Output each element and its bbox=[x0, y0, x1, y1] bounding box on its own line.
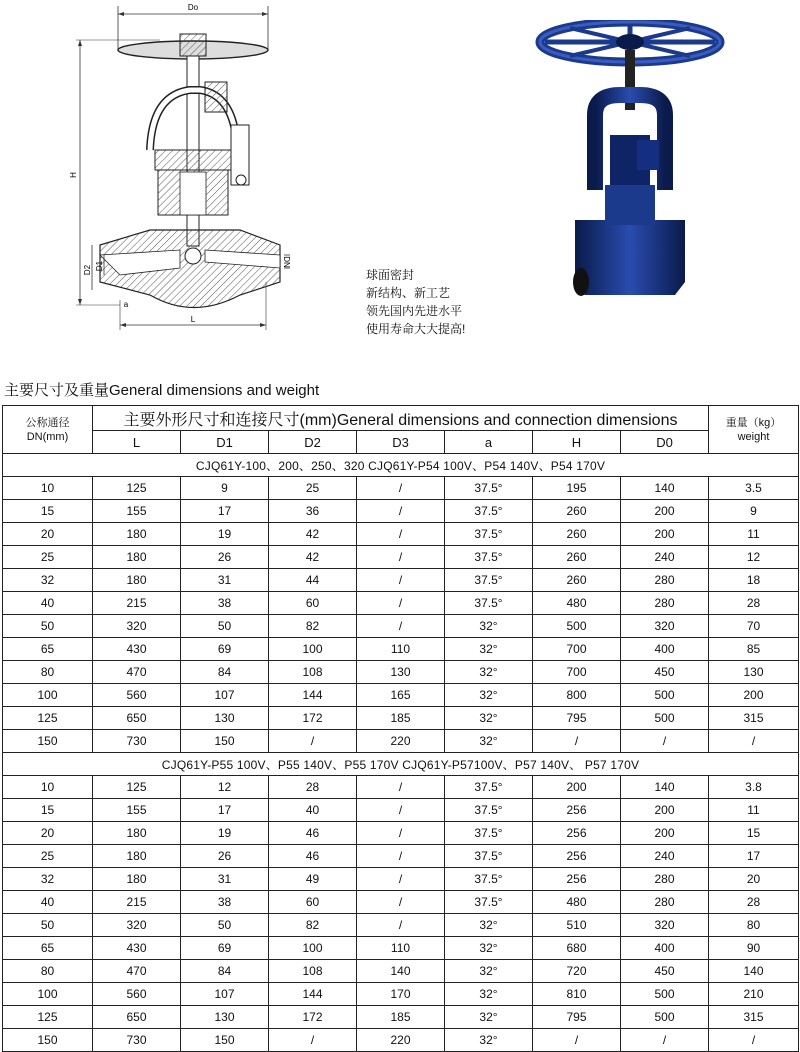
table-cell: 10 bbox=[3, 477, 93, 500]
table-cell: 320 bbox=[93, 615, 181, 638]
table-cell: 46 bbox=[269, 845, 357, 868]
table-cell: 240 bbox=[621, 845, 709, 868]
table-cell: 240 bbox=[621, 546, 709, 569]
table-cell: 430 bbox=[93, 638, 181, 661]
table-cell: 32° bbox=[445, 707, 533, 730]
table-cell: 215 bbox=[93, 592, 181, 615]
table-cell: 65 bbox=[3, 638, 93, 661]
table-cell: 140 bbox=[709, 960, 799, 983]
table-cell: 180 bbox=[93, 845, 181, 868]
table-cell: 37.5° bbox=[445, 868, 533, 891]
table-cell: / bbox=[357, 822, 445, 845]
table-cell: 37.5° bbox=[445, 477, 533, 500]
table-cell: 680 bbox=[533, 937, 621, 960]
table-cell: 32° bbox=[445, 730, 533, 753]
table-cell: 25 bbox=[269, 477, 357, 500]
table-cell: 32° bbox=[445, 638, 533, 661]
table-cell: 200 bbox=[533, 776, 621, 799]
table-cell: 17 bbox=[181, 500, 269, 523]
table-cell: 3.5 bbox=[709, 477, 799, 500]
table-cell: 510 bbox=[533, 914, 621, 937]
table-row bbox=[3, 569, 799, 592]
table-cell: 37.5° bbox=[445, 500, 533, 523]
table-cell: 700 bbox=[533, 638, 621, 661]
table-cell: 50 bbox=[181, 615, 269, 638]
table-cell: 50 bbox=[3, 914, 93, 937]
table-cell: 450 bbox=[621, 661, 709, 684]
table-cell: 130 bbox=[181, 707, 269, 730]
table-cell: 65 bbox=[3, 937, 93, 960]
table-cell: 400 bbox=[621, 937, 709, 960]
table-cell: 85 bbox=[709, 638, 799, 661]
table-cell: 19 bbox=[181, 822, 269, 845]
table-cell: 37.5° bbox=[445, 546, 533, 569]
table-cell: 480 bbox=[533, 891, 621, 914]
group-title-row bbox=[3, 753, 799, 776]
table-cell: 700 bbox=[533, 661, 621, 684]
table-cell: 15 bbox=[3, 799, 93, 822]
table-cell: 155 bbox=[93, 500, 181, 523]
table-cell: 11 bbox=[709, 799, 799, 822]
table-cell: 170 bbox=[357, 983, 445, 1006]
table-cell: 15 bbox=[3, 500, 93, 523]
table-cell: 110 bbox=[357, 638, 445, 661]
table-cell: 12 bbox=[181, 776, 269, 799]
table-cell: 44 bbox=[269, 569, 357, 592]
table-row bbox=[3, 500, 799, 523]
table-cell: 500 bbox=[621, 983, 709, 1006]
table-cell: 9 bbox=[181, 477, 269, 500]
table-cell: 810 bbox=[533, 983, 621, 1006]
table-cell: 46 bbox=[269, 822, 357, 845]
table-cell: 32° bbox=[445, 684, 533, 707]
table-cell: 42 bbox=[269, 546, 357, 569]
table-row bbox=[3, 868, 799, 891]
table-cell: 215 bbox=[93, 891, 181, 914]
table-cell: 315 bbox=[709, 707, 799, 730]
col-header: D3 bbox=[357, 431, 445, 454]
col-header: a bbox=[445, 431, 533, 454]
group-title: CJQ61Y-100、200、250、320 CJQ61Y-P54 100V、P54 140V、P54 170V bbox=[3, 454, 799, 477]
table-cell: 37.5° bbox=[445, 569, 533, 592]
table-cell: 195 bbox=[533, 477, 621, 500]
table-row bbox=[3, 776, 799, 799]
table-cell: 256 bbox=[533, 799, 621, 822]
table-cell: 32° bbox=[445, 914, 533, 937]
table-cell: 260 bbox=[533, 523, 621, 546]
table-cell: 795 bbox=[533, 707, 621, 730]
table-cell: 90 bbox=[709, 937, 799, 960]
table-cell: 80 bbox=[709, 914, 799, 937]
table-cell: 185 bbox=[357, 1006, 445, 1029]
table-cell: 32° bbox=[445, 661, 533, 684]
table-cell: 37.5° bbox=[445, 523, 533, 546]
table-row bbox=[3, 661, 799, 684]
valve-photo bbox=[525, 20, 735, 310]
table-cell: / bbox=[709, 1029, 799, 1052]
table-cell: 110 bbox=[357, 937, 445, 960]
feature-item: 新结构、新工艺 bbox=[366, 286, 451, 300]
col-header: H bbox=[533, 431, 621, 454]
d2-label: D2 bbox=[83, 264, 92, 276]
table-row bbox=[3, 822, 799, 845]
table-cell: 37.5° bbox=[445, 891, 533, 914]
table-cell: 650 bbox=[93, 707, 181, 730]
table-cell: 280 bbox=[621, 891, 709, 914]
table-cell: 20 bbox=[3, 822, 93, 845]
table-cell: 80 bbox=[3, 661, 93, 684]
table-row bbox=[3, 546, 799, 569]
table-cell: 80 bbox=[3, 960, 93, 983]
col-header: D2 bbox=[269, 431, 357, 454]
table-cell: 3.8 bbox=[709, 776, 799, 799]
col-header: D0 bbox=[621, 431, 709, 454]
table-cell: 650 bbox=[93, 1006, 181, 1029]
table-cell: 32° bbox=[445, 983, 533, 1006]
table-cell: 28 bbox=[709, 592, 799, 615]
group-title-row bbox=[3, 454, 799, 477]
table-cell: 10 bbox=[3, 776, 93, 799]
table-cell: 32 bbox=[3, 569, 93, 592]
table-cell: 25 bbox=[3, 546, 93, 569]
table-cell: 320 bbox=[621, 914, 709, 937]
table-row bbox=[3, 891, 799, 914]
table-cell: 125 bbox=[3, 707, 93, 730]
table-cell: 31 bbox=[181, 569, 269, 592]
table-cell: 100 bbox=[269, 937, 357, 960]
table-cell: 730 bbox=[93, 1029, 181, 1052]
table-cell: 49 bbox=[269, 868, 357, 891]
table-cell: / bbox=[533, 1029, 621, 1052]
table-cell: 37.5° bbox=[445, 845, 533, 868]
table-row bbox=[3, 960, 799, 983]
table-row bbox=[3, 638, 799, 661]
table-cell: 107 bbox=[181, 983, 269, 1006]
table-cell: 32° bbox=[445, 615, 533, 638]
table-cell: / bbox=[357, 569, 445, 592]
table-cell: 180 bbox=[93, 868, 181, 891]
table-cell: 42 bbox=[269, 523, 357, 546]
table-cell: 140 bbox=[621, 776, 709, 799]
table-cell: 180 bbox=[93, 822, 181, 845]
table-cell: 69 bbox=[181, 638, 269, 661]
table-cell: 256 bbox=[533, 845, 621, 868]
table-cell: / bbox=[621, 1029, 709, 1052]
table-cell: 260 bbox=[533, 546, 621, 569]
table-cell: 150 bbox=[3, 730, 93, 753]
table-cell: 144 bbox=[269, 684, 357, 707]
table-cell: 256 bbox=[533, 868, 621, 891]
table-cell: 165 bbox=[357, 684, 445, 707]
table-cell: 32° bbox=[445, 960, 533, 983]
table-cell: 172 bbox=[269, 707, 357, 730]
table-cell: 12 bbox=[709, 546, 799, 569]
table-cell: 108 bbox=[269, 661, 357, 684]
dn-header: 公称通径 DN(mm) bbox=[3, 406, 93, 454]
table-cell: 9 bbox=[709, 500, 799, 523]
h-label: H bbox=[69, 172, 78, 178]
table-cell: 200 bbox=[621, 799, 709, 822]
table-cell: 60 bbox=[269, 592, 357, 615]
table-cell: 38 bbox=[181, 891, 269, 914]
table-cell: 100 bbox=[3, 983, 93, 1006]
table-cell: 320 bbox=[93, 914, 181, 937]
table-cell: 18 bbox=[709, 569, 799, 592]
table-cell: 280 bbox=[621, 868, 709, 891]
table-cell: 500 bbox=[621, 707, 709, 730]
table-cell: 40 bbox=[3, 891, 93, 914]
table-row bbox=[3, 937, 799, 960]
table-cell: 430 bbox=[93, 937, 181, 960]
table-cell: 38 bbox=[181, 592, 269, 615]
do-label: Do bbox=[187, 3, 199, 12]
table-cell: 130 bbox=[709, 661, 799, 684]
table-cell: 26 bbox=[181, 845, 269, 868]
table-cell: / bbox=[357, 868, 445, 891]
table-cell: 220 bbox=[357, 1029, 445, 1052]
table-cell: 32° bbox=[445, 937, 533, 960]
table-cell: 100 bbox=[3, 684, 93, 707]
table-cell: 82 bbox=[269, 914, 357, 937]
table-cell: 315 bbox=[709, 1006, 799, 1029]
col-header: L bbox=[93, 431, 181, 454]
table-cell: 28 bbox=[709, 891, 799, 914]
table-cell: / bbox=[533, 730, 621, 753]
table-cell: / bbox=[357, 546, 445, 569]
table-cell: / bbox=[357, 914, 445, 937]
table-cell: 150 bbox=[181, 730, 269, 753]
table-cell: 84 bbox=[181, 960, 269, 983]
table-cell: 140 bbox=[621, 477, 709, 500]
table-cell: 11 bbox=[709, 523, 799, 546]
table-row bbox=[3, 1029, 799, 1052]
table-row bbox=[3, 615, 799, 638]
table-row bbox=[3, 914, 799, 937]
table-cell: 200 bbox=[621, 822, 709, 845]
table-cell: / bbox=[357, 523, 445, 546]
table-cell: 25 bbox=[3, 845, 93, 868]
table-cell: 500 bbox=[621, 684, 709, 707]
table-cell: 125 bbox=[93, 477, 181, 500]
section-heading: 主要尺寸及重量General dimensions and weight bbox=[4, 382, 320, 399]
table-cell: 280 bbox=[621, 592, 709, 615]
table-cell: 795 bbox=[533, 1006, 621, 1029]
table-cell: / bbox=[357, 799, 445, 822]
table-cell: 280 bbox=[621, 569, 709, 592]
table-cell: 125 bbox=[93, 776, 181, 799]
table-cell: 155 bbox=[93, 799, 181, 822]
feature-list bbox=[366, 266, 465, 338]
table-cell: 17 bbox=[181, 799, 269, 822]
table-cell: 144 bbox=[269, 983, 357, 1006]
table-cell: 31 bbox=[181, 868, 269, 891]
table-row bbox=[3, 523, 799, 546]
table-cell: 560 bbox=[93, 684, 181, 707]
table-row bbox=[3, 1006, 799, 1029]
table-cell: 180 bbox=[93, 546, 181, 569]
table-cell: 200 bbox=[621, 500, 709, 523]
table-cell: 28 bbox=[269, 776, 357, 799]
table-cell: 320 bbox=[621, 615, 709, 638]
table-cell: 480 bbox=[533, 592, 621, 615]
table-cell: 20 bbox=[709, 868, 799, 891]
dims-header: 主要外形尺寸和连接尺寸(mm)General dimensions and connection dimensions bbox=[93, 406, 709, 431]
table-row bbox=[3, 799, 799, 822]
table-cell: 260 bbox=[533, 500, 621, 523]
table-cell: 256 bbox=[533, 822, 621, 845]
table-body bbox=[3, 454, 799, 1052]
group-title: CJQ61Y-P55 100V、P55 140V、P55 170V CJQ61Y-P57100V、P57 140V、 P57 170V bbox=[3, 753, 799, 776]
table-cell: 260 bbox=[533, 569, 621, 592]
table-cell: / bbox=[357, 500, 445, 523]
valve-technical-drawing bbox=[40, 0, 330, 340]
table-cell: / bbox=[269, 1029, 357, 1052]
table-cell: 800 bbox=[533, 684, 621, 707]
table-cell: 32 bbox=[3, 868, 93, 891]
table-cell: 50 bbox=[3, 615, 93, 638]
table-cell: 20 bbox=[3, 523, 93, 546]
table-cell: 60 bbox=[269, 891, 357, 914]
table-cell: / bbox=[357, 477, 445, 500]
table-row bbox=[3, 730, 799, 753]
table-cell: 82 bbox=[269, 615, 357, 638]
table-row bbox=[3, 707, 799, 730]
table-row bbox=[3, 983, 799, 1006]
l-label: L bbox=[190, 315, 196, 324]
table-cell: 130 bbox=[357, 661, 445, 684]
table-cell: 450 bbox=[621, 960, 709, 983]
feature-item: 领先国内先进水平 bbox=[366, 304, 463, 318]
table-cell: 26 bbox=[181, 546, 269, 569]
table-cell: / bbox=[357, 845, 445, 868]
table-cell: 32° bbox=[445, 1006, 533, 1029]
table-cell: 15 bbox=[709, 822, 799, 845]
table-cell: 185 bbox=[357, 707, 445, 730]
table-cell: 100 bbox=[269, 638, 357, 661]
table-cell: 470 bbox=[93, 960, 181, 983]
table-row bbox=[3, 477, 799, 500]
table-row bbox=[3, 684, 799, 707]
table-cell: 470 bbox=[93, 661, 181, 684]
a-label: a bbox=[123, 300, 129, 309]
table-cell: 500 bbox=[621, 1006, 709, 1029]
table-cell: 180 bbox=[93, 569, 181, 592]
d1-label: D1 bbox=[95, 260, 104, 272]
table-cell: 37.5° bbox=[445, 776, 533, 799]
table-cell: 107 bbox=[181, 684, 269, 707]
table-cell: / bbox=[357, 615, 445, 638]
table-cell: / bbox=[357, 891, 445, 914]
table-cell: 560 bbox=[93, 983, 181, 1006]
table-cell: 400 bbox=[621, 638, 709, 661]
table-cell: 19 bbox=[181, 523, 269, 546]
table-cell: 200 bbox=[621, 523, 709, 546]
table-cell: 730 bbox=[93, 730, 181, 753]
col-header: D1 bbox=[181, 431, 269, 454]
table-cell: 37.5° bbox=[445, 822, 533, 845]
table-cell: 130 bbox=[181, 1006, 269, 1029]
table-cell: 150 bbox=[3, 1029, 93, 1052]
table-row bbox=[3, 592, 799, 615]
weight-header: 重量（kg） weight bbox=[709, 406, 799, 454]
table-cell: 69 bbox=[181, 937, 269, 960]
table-cell: 37.5° bbox=[445, 592, 533, 615]
table-cell: 40 bbox=[3, 592, 93, 615]
table-cell: 40 bbox=[269, 799, 357, 822]
feature-item: 使用寿命大大提高! bbox=[366, 322, 466, 336]
table-cell: 32° bbox=[445, 1029, 533, 1052]
table-cell: 500 bbox=[533, 615, 621, 638]
table-cell: / bbox=[709, 730, 799, 753]
dimensions-table bbox=[2, 405, 799, 1052]
table-cell: 84 bbox=[181, 661, 269, 684]
table-cell: / bbox=[621, 730, 709, 753]
feature-item: 球面密封 bbox=[366, 268, 415, 282]
table-cell: 150 bbox=[181, 1029, 269, 1052]
table-cell: 140 bbox=[357, 960, 445, 983]
table-cell: 36 bbox=[269, 500, 357, 523]
table-cell: 108 bbox=[269, 960, 357, 983]
header-figures bbox=[0, 0, 800, 370]
table-row bbox=[3, 845, 799, 868]
table-cell: 172 bbox=[269, 1006, 357, 1029]
table-cell: 220 bbox=[357, 730, 445, 753]
table-cell: / bbox=[357, 592, 445, 615]
table-cell: / bbox=[357, 776, 445, 799]
table-cell: 210 bbox=[709, 983, 799, 1006]
dn-label: DN bbox=[282, 256, 291, 268]
table-cell: 37.5° bbox=[445, 799, 533, 822]
table-cell: 50 bbox=[181, 914, 269, 937]
table-cell: 200 bbox=[709, 684, 799, 707]
table-cell: 720 bbox=[533, 960, 621, 983]
table-cell: / bbox=[269, 730, 357, 753]
table-cell: 125 bbox=[3, 1006, 93, 1029]
table-cell: 70 bbox=[709, 615, 799, 638]
table-cell: 17 bbox=[709, 845, 799, 868]
table-cell: 180 bbox=[93, 523, 181, 546]
